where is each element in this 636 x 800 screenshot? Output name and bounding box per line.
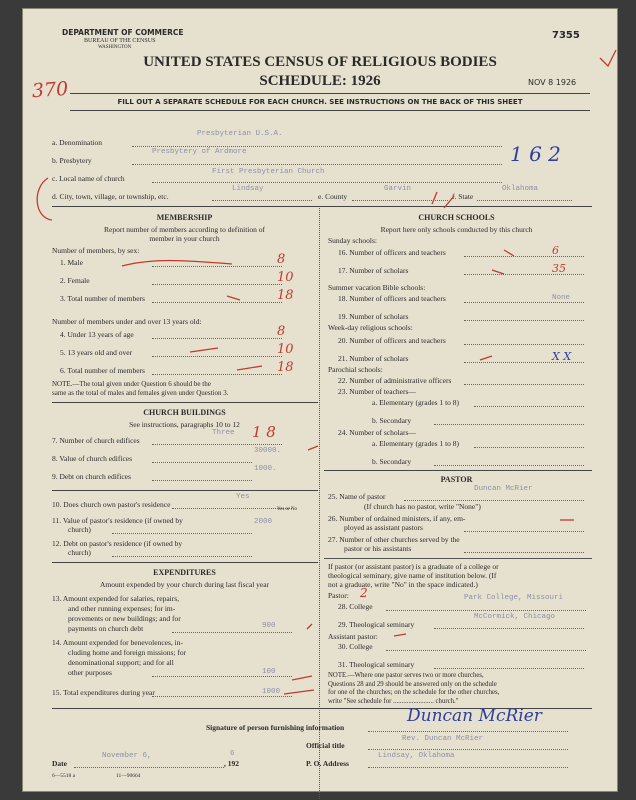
- schools-row-value: 35: [552, 262, 566, 275]
- instruction-banner: FILL OUT A SEPARATE SCHEDULE FOR EACH CHURCH. SEE INSTRUCTIONS ON THE BACK OF THIS SHEET: [117, 98, 523, 106]
- membership-row-label: 2. Female: [60, 276, 90, 285]
- schools-row-value: 6: [552, 244, 559, 257]
- q23b-label: b. Secondary: [372, 416, 412, 425]
- title-typed: Rev. Duncan McRier: [402, 735, 484, 743]
- q17-tick: [492, 270, 504, 274]
- res-debt-label: 12. Debt on pastor's residence (if owned by: [52, 539, 183, 548]
- date-label: Date: [52, 759, 67, 768]
- total-stroke: [237, 366, 262, 370]
- membership-row-value: 10: [277, 342, 294, 357]
- q13-typed: 900: [262, 622, 276, 630]
- membership-row-value: 8: [277, 252, 286, 267]
- pastor-pen: 2: [360, 586, 368, 600]
- q13-tick: [307, 624, 312, 629]
- city-name: WASHINGTON: [98, 45, 132, 50]
- state-label: f. State: [452, 192, 474, 201]
- county-tick: [432, 192, 437, 204]
- membership-note: NOTE.—The total given under Question 6 should be the: [52, 380, 211, 388]
- q14-typed: 100: [262, 668, 276, 676]
- date-typed: November 6,: [102, 752, 152, 760]
- year-label: , 192: [224, 759, 239, 768]
- summer-label: Summer vacation Bible schools:: [328, 283, 426, 292]
- q16-tick: [504, 250, 514, 256]
- membership-row-label: 6. Total number of members: [60, 366, 145, 375]
- county-label: e. County: [318, 192, 348, 201]
- edifices-typed: Three: [212, 429, 235, 437]
- q13-label: provements or new buildings; and for: [68, 614, 181, 623]
- dept-name: DEPARTMENT OF COMMERCE: [62, 28, 184, 37]
- form-title: UNITED STATES CENSUS OF RELIGIOUS BODIES: [143, 54, 497, 70]
- q14-label: 14. Amount expended for benevolences, in-: [52, 638, 184, 647]
- q14-stroke: [292, 676, 312, 680]
- membership-row-value: 18: [277, 288, 294, 303]
- census-form: [22, 8, 618, 792]
- buildings-sub: See instructions, paragraphs 10 to 12: [129, 420, 240, 429]
- q29-label: 29. Theological seminary: [338, 620, 415, 629]
- res-value-label: church): [68, 525, 91, 534]
- q21-tick: [480, 356, 492, 360]
- q29-typed: McCormick, Chicago: [474, 613, 556, 621]
- q25-note: (If church has no pastor, write "None"): [364, 502, 481, 511]
- q14-label: other purposes: [68, 668, 112, 677]
- pastor-label: Pastor:: [328, 591, 349, 600]
- weekday-label: Week-day religious schools:: [328, 323, 413, 332]
- signature-label: Signature of person furnishing information: [206, 723, 345, 732]
- membership-row-value: 8: [277, 324, 286, 339]
- grad-note: not a graduate, write "No" in the space indicated.): [328, 580, 478, 589]
- schools-row-label: 19. Number of scholars: [338, 312, 409, 321]
- schools-row-label: 16. Number of officers and teachers: [338, 248, 446, 257]
- title-label: Official title: [306, 741, 345, 750]
- value-tick: [308, 446, 318, 450]
- pen-marks: [22, 8, 618, 792]
- local-name-value: First Presbyterian Church: [212, 168, 325, 176]
- schools-row-label: 21. Number of scholars: [338, 354, 409, 363]
- buildings-title: CHURCH BUILDINGS: [143, 408, 226, 417]
- debt-label: 9. Debt on church edifices: [52, 472, 131, 481]
- q15-typed: 1000: [262, 688, 281, 696]
- by-sex-label: Number of members, by sex:: [52, 246, 140, 255]
- q27-label: 27. Number of other churches served by the: [328, 535, 460, 544]
- schools-row-label: 17. Number of scholars: [338, 266, 409, 275]
- q30-dash: [394, 634, 406, 636]
- q14-label: cluding home and foreign missions; for: [68, 648, 187, 657]
- county-tick: [444, 196, 454, 208]
- check-mark: [600, 50, 616, 66]
- membership-intro: Report number of members according to definition of: [104, 225, 265, 234]
- q24-label: 24. Number of scholars—: [338, 428, 416, 437]
- pastor-note: for one of the churches; on the schedule for the other churches,: [328, 689, 500, 696]
- parochial-label: Parochial schools:: [328, 365, 383, 374]
- edifices-label: 7. Number of church edifices: [52, 436, 140, 445]
- q23a-label: a. Elementary (grades 1 to 8): [372, 398, 460, 407]
- q25-typed: Duncan McRier: [474, 485, 533, 493]
- yes-or-no: Yes or No: [277, 507, 298, 512]
- print-code: 11—90664: [116, 773, 141, 779]
- q28-label: 28. College: [338, 602, 373, 611]
- expenditures-title: EXPENDITURES: [153, 568, 216, 577]
- schools-row-label: 18. Number of officers and teachers: [338, 294, 446, 303]
- debt-typed: 1000.: [254, 465, 277, 473]
- membership-row-label: 5. 13 years old and over: [60, 348, 133, 357]
- membership-intro: member in your church: [149, 234, 220, 243]
- stamp-number: 7355: [552, 30, 580, 41]
- schools-row-label: 22. Number of administrative officers: [338, 376, 452, 385]
- q24b-label: b. Secondary: [372, 457, 412, 466]
- pastor-note: Questions 28 and 29 should be answered only on the schedule: [328, 680, 497, 688]
- city-value: Lindsay: [232, 185, 264, 193]
- by-age-label: Number of members under and over 13 years old:: [52, 317, 202, 326]
- grad-note: If pastor (or assistant pastor) is a graduate of a college or: [328, 562, 499, 571]
- sunday-label: Sunday schools:: [328, 236, 377, 245]
- q26-label: ployed as assistant pastors: [344, 523, 423, 532]
- age-stroke: [190, 348, 218, 352]
- q27-label: pastor or his assistants: [344, 544, 412, 553]
- schedule-title: SCHEDULE: 1926: [259, 73, 381, 89]
- presbytery-value: Presbytery of Ardmore: [152, 148, 247, 156]
- date-stamp: NOV 8 1926: [528, 78, 577, 87]
- grad-note: theological seminary, give name of institution below. (If: [328, 571, 497, 580]
- q13-label: 13. Amount expended for salaries, repairs,: [52, 594, 180, 603]
- residence-label: 10. Does church own pastor's residence: [52, 500, 171, 509]
- assistant-label: Assistant pastor:: [328, 632, 378, 641]
- q30-label: 30. College: [338, 642, 373, 651]
- margin-code: 1 6 2: [510, 142, 561, 166]
- presbytery-label: b. Presbytery: [52, 156, 92, 165]
- male-stroke: [122, 261, 232, 267]
- schools-row-label: 23. Number of teachers—: [338, 387, 416, 396]
- membership-row-label: 1. Male: [60, 258, 83, 267]
- q14-label: denominational support; and for all: [68, 658, 174, 667]
- membership-row-label: 4. Under 13 years of age: [60, 330, 134, 339]
- local-name-label: c. Local name of church: [52, 174, 125, 183]
- q15-label: 15. Total expenditures during year: [52, 688, 155, 697]
- q28-typed: Park College, Missouri: [464, 594, 564, 602]
- handwritten-number: 370: [31, 77, 69, 103]
- denomination-label: a. Denomination: [52, 138, 102, 147]
- q13-label: and other running expenses; for im-: [68, 604, 176, 613]
- pastor-title: PASTOR: [440, 475, 473, 484]
- membership-title: MEMBERSHIP: [156, 213, 213, 222]
- q13-label: payments on church debt: [68, 624, 144, 633]
- res-value-typed: 2000: [254, 518, 273, 526]
- res-debt-label: church): [68, 548, 91, 557]
- q25-label: 25. Name of pastor: [328, 492, 386, 501]
- schools-intro: Report here only schools conducted by this church: [380, 225, 533, 234]
- pastor-note: write "See schedule for ........................ church.": [328, 697, 459, 705]
- q15-stroke: [284, 690, 314, 694]
- year-typed: 6: [230, 750, 235, 758]
- schools-title: CHURCH SCHOOLS: [418, 213, 495, 222]
- total-tick: [227, 296, 240, 300]
- address-typed: Lindsay, Oklahoma: [378, 752, 455, 760]
- q31-label: 31. Theological seminary: [338, 660, 415, 669]
- q26-label: 26. Number of ordained ministers, if any, em-: [328, 514, 466, 523]
- denomination-value: Presbyterian U.S.A.: [197, 130, 283, 138]
- schools-row-value: X X: [552, 350, 572, 363]
- r-margin-mark: [37, 178, 52, 220]
- membership-row-label: 3. Total number of members: [60, 294, 145, 303]
- bureau-name: BUREAU OF THE CENSUS: [84, 38, 156, 44]
- value-label: 8. Value of church edifices: [52, 454, 133, 463]
- schools-row-value: None: [552, 294, 571, 302]
- membership-note: same as the total of males and females given under Question 3.: [52, 389, 229, 397]
- form-code: 6—5518 a: [52, 773, 76, 779]
- residence-typed: Yes: [236, 493, 250, 501]
- expenditures-sub: Amount expended by your church during last fiscal year: [99, 580, 270, 589]
- value-typed: 30000.: [254, 447, 282, 455]
- q24a-label: a. Elementary (grades 1 to 8): [372, 439, 460, 448]
- schools-row-label: 20. Number of officers and teachers: [338, 336, 446, 345]
- edifices-pen: 1 8: [252, 423, 276, 441]
- membership-row-value: 18: [277, 360, 294, 375]
- state-value: Oklahoma: [502, 185, 539, 193]
- county-value: Garvin: [384, 185, 412, 193]
- signature: Duncan McRier: [407, 706, 542, 726]
- res-value-label: 11. Value of pastor's residence (if owned by: [52, 516, 183, 525]
- address-label: P. O. Address: [306, 759, 349, 768]
- membership-row-value: 10: [277, 270, 294, 285]
- city-label: d. City, town, village, or township, etc.: [52, 192, 169, 201]
- pastor-note: NOTE.—Where one pastor serves two or more churches,: [328, 672, 484, 679]
